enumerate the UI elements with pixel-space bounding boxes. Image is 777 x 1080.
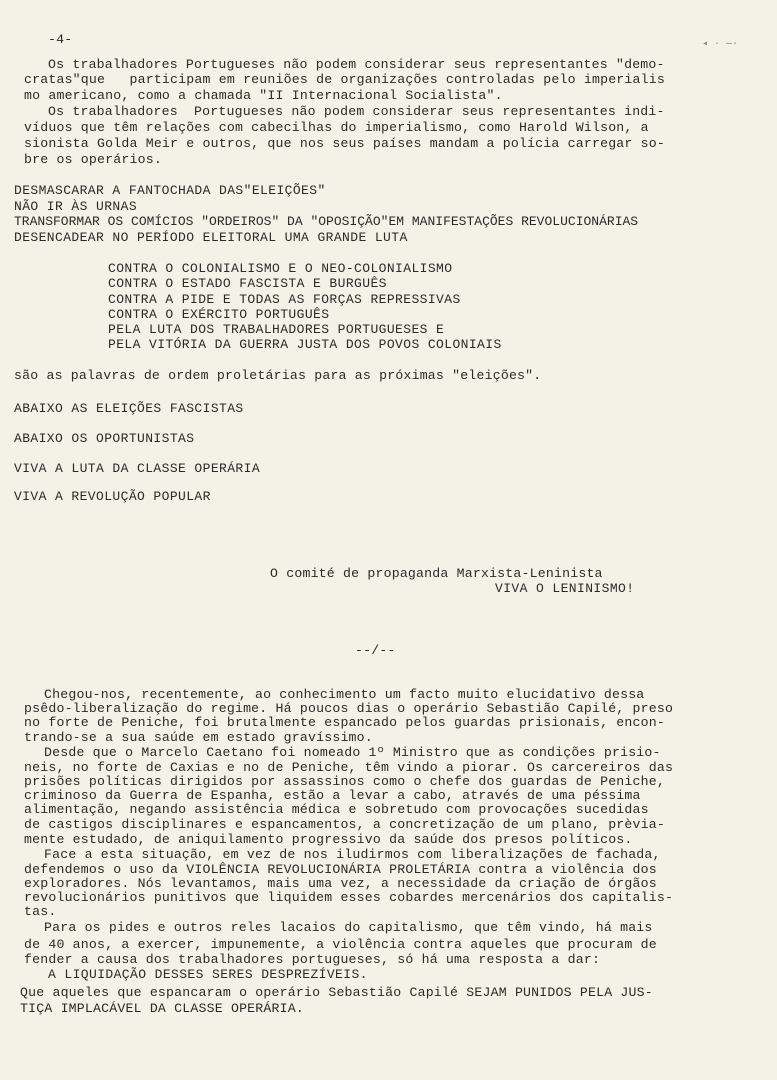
directive-line: DESENCADEAR NO PERÍODO ELEITORAL UMA GRANDE LUTA [14, 230, 408, 245]
article-line: de 40 anos, a exercer, impunemente, a violência contra aqueles que procuram de [24, 937, 657, 952]
against-line: PELA LUTA DOS TRABALHADORES PORTUGUESES E [108, 322, 445, 337]
intro-line: víduos que têm relações com cabecilhas do imperialismo, como Harold Wilson, a [24, 120, 649, 135]
article-line: TIÇA IMPLACÁVEL DA CLASSE OPERÁRIA. [20, 1001, 304, 1016]
article-line: psêdo-liberalização do regime. Há poucos dias o operário Sebastião Capilé, preso [24, 701, 674, 716]
article-line: fender a causa dos trabalhadores portugueses, só há uma resposta a dar: [24, 952, 601, 967]
intro-line: mo americano, como a chamada "II Internacional Socialista". [24, 88, 503, 103]
article-line: Que aqueles que espancaram o operário Sebastião Capilé SEJAM PUNIDOS PELA JUS- [20, 985, 653, 1000]
against-line: CONTRA O EXÉRCITO PORTUGUÊS [108, 307, 330, 322]
intro-line: sionista Golda Meir e outros, que nos seus países mandam a polícia carregar so- [24, 136, 665, 151]
directive-line: TRANSFORMAR OS COMÍCIOS "ORDEIROS" DA "OPOSIÇÃO"EM MANIFESTAÇÕES REVOLUCIONÁRIAS [14, 214, 639, 229]
directive-line: DESMASCARAR A FANTOCHADA DAS"ELEIÇÕES" [14, 183, 326, 198]
article-line: no forte de Peniche, foi brutalmente espancado pelos guardas prisionais, encon- [24, 715, 665, 730]
article-line: A LIQUIDAÇÃO DESSES SERES DESPREZÍVEIS. [48, 967, 368, 982]
article-line: de castigos disciplinares e espancamentos, a concretização de um plano, prèvia- [24, 817, 665, 832]
directive-line: NÃO IR ÀS URNAS [14, 199, 138, 214]
slogan-line: ABAIXO OS OPORTUNISTAS [14, 431, 195, 446]
article-line: Para os pides e outros reles lacaios do capitalismo, que têm vindo, há mais [44, 920, 653, 935]
signature-motto: VIVA O LENINISMO! [495, 581, 635, 596]
article-line: Chegou-nos, recentemente, ao conhecimento um facto muito elucidativo dessa [44, 687, 645, 702]
article-line: criminoso da Guerra de Espanha, estão a levar a cabo, através de uma péssima [24, 788, 641, 803]
article-line: trando-se a sua saúde em estado gravíssimo. [24, 730, 373, 745]
article-line: neis, no forte de Caxias e no de Peniche, têm vindo a piorar. Os carcereiros das [24, 760, 674, 775]
article-line: tas. [24, 904, 57, 919]
intro-line: cratas"que participam em reuniões de organizações controladas pelo imperialis [24, 72, 665, 87]
intro-line: Os trabalhadores Portugueses não podem considerar seus representantes "demo- [48, 57, 665, 72]
slogan-line: ABAIXO AS ELEIÇÕES FASCISTAS [14, 401, 244, 416]
intro-line: bre os operários. [24, 152, 162, 167]
slogan-line: VIVA A LUTA DA CLASSE OPERÁRIA [14, 461, 261, 476]
article-line: Desde que o Marcelo Caetano foi nomeado 1º Ministro que as condições prisio- [44, 745, 661, 760]
article-line: revolucionários punitivos que liquidem esses cobardes mercenários dos capitalis- [24, 890, 674, 905]
article-line: mente estudado, de aniquilamento progressivo da saúde dos presos políticos. [24, 832, 633, 847]
against-line: CONTRA O COLONIALISMO E O NEO-COLONIALISMO [108, 261, 453, 276]
article-line: Face a esta situação, em vez de nos iludirmos com liberalizações de fachada, [44, 847, 661, 862]
against-line: PELA VITÓRIA DA GUERRA JUSTA DOS POVOS COLONIAIS [108, 337, 502, 352]
page-number: -4- [48, 32, 73, 47]
article-line: prisões políticas dirigidos por assassinos como o chefe dos guardas de Peniche, [24, 774, 665, 789]
article-line: exploradores. Nós levantamos, mais uma vez, a necessidade da criação de órgãos [24, 876, 657, 891]
corner-mark: ◂ · —· [702, 39, 739, 50]
signature-line: O comité de propaganda Marxista-Leninista [270, 566, 603, 581]
article-line: alimentação, negando assistência médica e sobretudo com provocações sucedidas [24, 802, 649, 817]
against-line: CONTRA O ESTADO FASCISTA E BURGUÊS [108, 276, 387, 291]
intro-line: Os trabalhadores Portugueses não podem considerar seus representantes indi- [48, 104, 665, 119]
slogan-line: VIVA A REVOLUÇÃO POPULAR [14, 489, 211, 504]
against-line: CONTRA A PIDE E TODAS AS FORÇAS REPRESSIVAS [108, 292, 461, 307]
watchwords-line: são as palavras de ordem proletárias para as próximas "eleições". [14, 368, 542, 383]
separator: --/-- [355, 643, 396, 658]
article-line: defendemos o uso da VIOLÊNCIA REVOLUCIONÁRIA PROLETÁRIA contra a violência dos [24, 862, 657, 877]
